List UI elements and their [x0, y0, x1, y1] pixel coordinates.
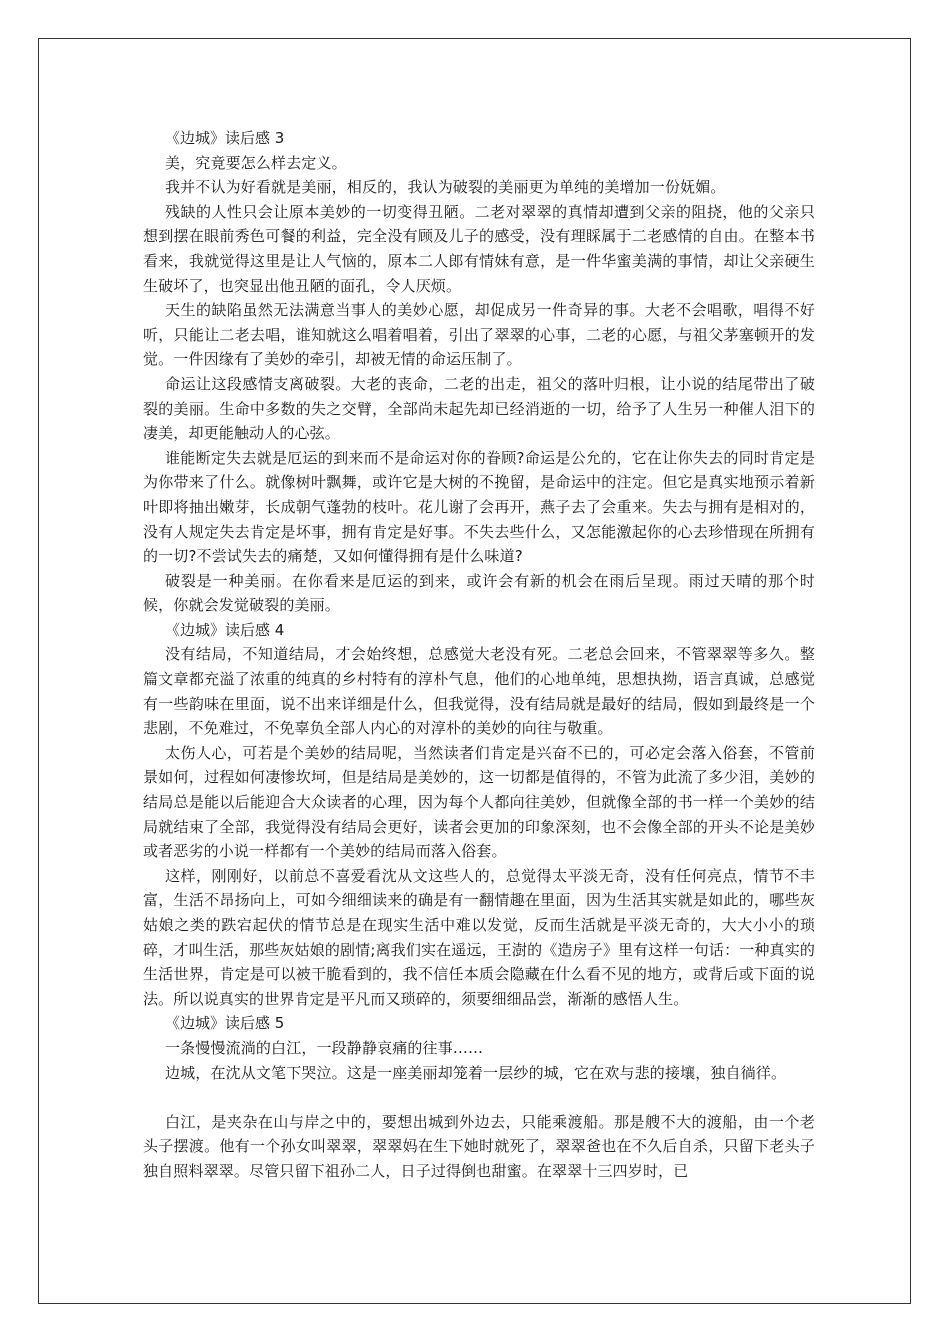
paragraph: 一条慢慢流淌的白江，一段静静哀痛的往事…… [165, 1038, 484, 1057]
paragraph: 边城，在沈从文笔下哭泣。这是一座美丽却笼着一层纱的城，它在欢与悲的接壤，独自徜徉。 [165, 1063, 787, 1082]
paragraph: 我并不认为好看就是美丽，相反的，我认为破裂的美丽更为单纯的美增加一份妩媚。 [165, 178, 726, 197]
section-review-4 [143, 618, 815, 1012]
section-review-5 [143, 1011, 815, 1183]
paragraph: 谁能断定失去就是厄运的到来而不是命运对你的眷顾?命运是公允的，它在让你失去的同时肯定是为你带来了什么。就像树叶飘舞，或许它是大树的不挽留，是命运中的注定。但它是真实地预示着新叶即将抽出嫩芽，长成朝气蓬勃的枝叶。花儿谢了会再开，燕子去了会重来。失去与拥有是相对的，没有人规定失去肯定是坏事，拥有肯定是好事。不失去些什么，又怎能激起你的心去珍惜现在所拥有的一切?不尝试失去的痛楚，又如何懂得拥有是什么味道? [143, 448, 815, 566]
section-heading: 《边城》读后感 4 [165, 620, 285, 639]
blank-line [143, 1085, 815, 1110]
paragraph: 白江，是夹杂在山与岸之中的，要想出城到外边去，只能乘渡船。那是艘不大的渡船，由一个老头子摆渡。他有一个孙女叫翠翠，翠翠妈在生下她时就死了，翠翠爸也在不久后自杀，只留下老头子独自照料翠翠。尽管只留下祖孙二人，日子过得倒也甜蜜。在翠翠十三四岁时，已 [143, 1112, 815, 1180]
paragraph: 美，究竟要怎么样去定义。 [165, 153, 347, 172]
paragraph: 破裂是一种美丽。在你看来是厄运的到来，或许会有新的机会在雨后呈现。雨过天晴的那个时候，你就会发觉破裂的美丽。 [143, 571, 815, 615]
paragraph: 天生的缺陷虽然无法满意当事人的美妙心愿，却促成另一件奇异的事。大老不会唱歌，唱得不好听，只能让二老去唱，谁知就这么唱着唱着，引出了翠翠的心事，二老的心愿，与祖父茅塞顿开的发觉。一件因缘有了美妙的牵引，却被无情的命运压制了。 [143, 301, 815, 369]
section-heading: 《边城》读后感 5 [165, 1014, 285, 1033]
paragraph: 命运让这段感情支离破裂。大老的丧命，二老的出走，祖父的落叶归根，让小说的结尾带出了破裂的美丽。生命中多数的失之交臂，全部尚未起先却已经消逝的一切，给予了人生另一种催人泪下的凄美，却更能触动人的心弦。 [143, 374, 815, 443]
paragraph: 没有结局，不知道结局，才会始终想，总感觉大老没有死。二老总会回来，不管翠翠等多久。整篇文章都充溢了浓重的纯真的乡村特有的淳朴气息，他们的心地单纯，思想执拗，语言真诚，总感觉有一些韵味在里面，说不出来详细是什么，但我觉得，没有结局就是最好的结局，假如到最终是一个悲剧，不免难过，不免辜负全部人内心的对淳朴的美妙的向往与敬重。 [143, 645, 815, 738]
document-body [143, 126, 815, 1184]
section-review-3 [143, 126, 815, 618]
paragraph: 残缺的人性只会让原本美妙的一切变得丑陋。二老对翠翠的真情却遭到父亲的阻挠，他的父亲只想到摆在眼前秀色可餐的利益，完全没有顾及儿子的感受，没有理睬属于二老感情的自由。在整本书看来，我就觉得这里是让人气恼的，原本二人郎有情妹有意，是一件华蜜美满的事情，却让父亲硬生生破坏了，也突显出他丑陋的面孔，令人厌烦。 [143, 202, 815, 295]
paragraph: 这样，刚刚好，以前总不喜爱看沈从文这些人的，总觉得太平淡无奇，没有任何亮点，情节不丰富，生活不昂扬向上，可如今细细读来的确是有一翻情趣在里面，因为生活其实就是如此的，哪些灰姑娘之类的跌宕起伏的情节总是在现实生活中难以发觉，反而生活就是平淡无奇的，大大小小的琐碎，才叫生活，那些灰姑娘的剧情;离我们实在遥远，王澍的《造房子》里有这样一句话：一种真实的生活世界，肯定是可以被干脆看到的，我不信任本质会隐藏在什么看不见的地方，或背后或下面的说法。所以说真实的世界肯定是平凡而又琐碎的，须要细细品尝，渐渐的感悟人生。 [143, 866, 815, 1008]
paragraph: 太伤人心，可若是个美妙的结局呢，当然读者们肯定是兴奋不已的，可必定会落入俗套，不管前景如何，过程如何凄惨坎坷，但是结局是美妙的，这一切都是值得的，不管为此流了多少泪，美妙的结局总是能以后能迎合大众读者的心理，因为每个人都向往美妙，但就像全部的书一样一个美妙的结局就结束了全部，我觉得没有结局会更好，读者会更加的印象深刻，也不会像全部的开头不论是美妙或者恶劣的小说一样都有一个美妙的结局而落入俗套。 [143, 743, 815, 861]
section-heading: 《边城》读后感 3 [165, 129, 285, 147]
